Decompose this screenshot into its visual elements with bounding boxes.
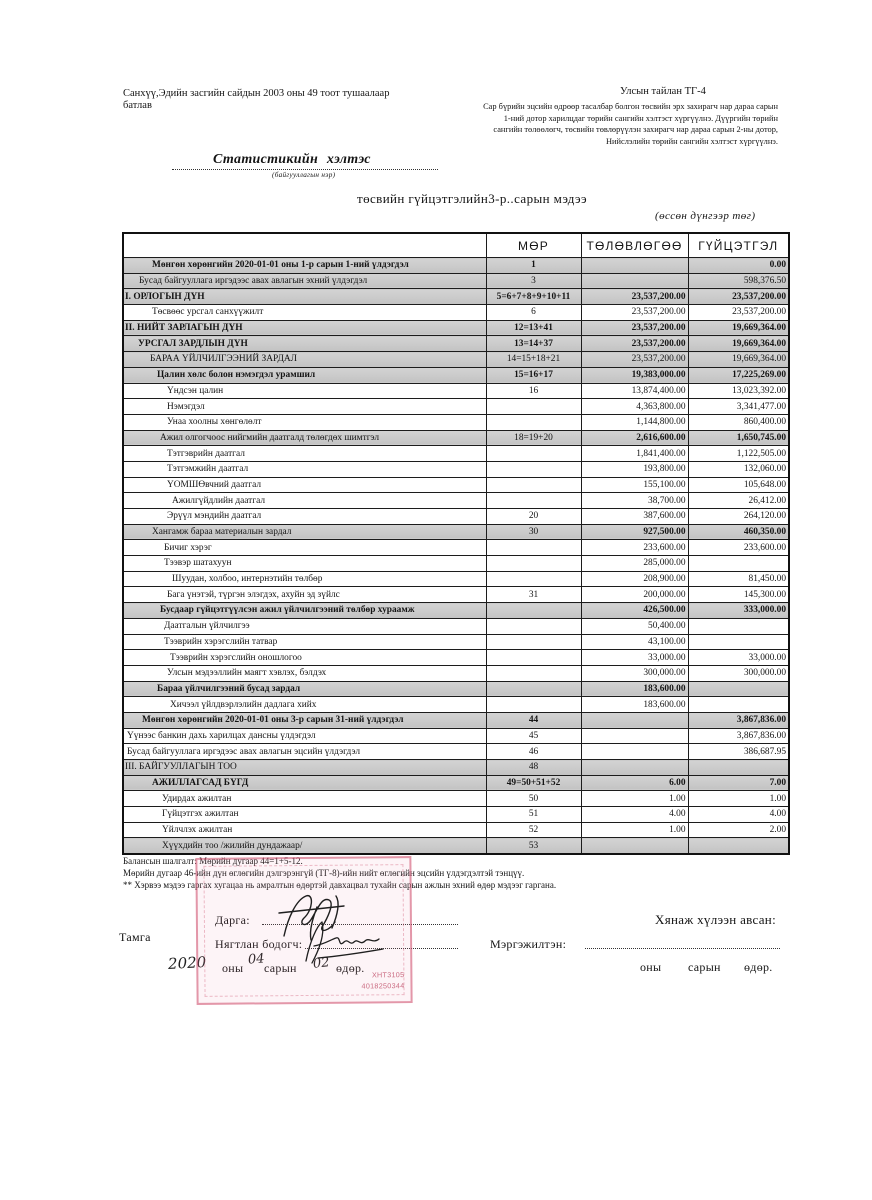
row-number: 53 [486,838,581,854]
table-header [123,233,789,258]
table-row [123,650,789,666]
received-label: Хянаж хүлээн авсан: [655,912,776,927]
actual-value: 23,537,200.00 [688,305,789,321]
table-row [123,336,789,352]
date-day-word: өдөр. [336,961,365,975]
plan-value: 426,500.00 [581,603,688,619]
row-number [486,399,581,415]
row-number [486,446,581,462]
row-number: 52 [486,822,581,838]
table-row [123,791,789,807]
actual-value: 7.00 [688,775,789,791]
instruction-line: сангийн төлөөлөгч, төсвийн төвлөрүүлэн захирагч нар дараа сарын 2-ны дотор, [493,125,778,135]
table-row [123,446,789,462]
table-row [123,728,789,744]
row-number: 45 [486,728,581,744]
table-row [123,587,789,603]
actual-value: 333,000.00 [688,603,789,619]
table-row [123,744,789,760]
label-column-header [123,233,486,258]
table-row [123,399,789,415]
row-label: Ажил олгогчоос нийгмийн даатгалд төлөгдөх шимтгэл [123,430,486,446]
actual-value: 860,400.00 [688,414,789,430]
organization-name: Статистикийн хэлтэс [213,152,371,167]
actual-value: 19,669,364.00 [688,352,789,368]
actual-value: 145,300.00 [688,587,789,603]
row-number: 50 [486,791,581,807]
holiday-note: ** Хэрвээ мэдээ гаргах хугацаа нь амралтын өдөртэй давхацвал тухайн сарын ажлын эхний өдөр мэдээг гаргана. [123,880,557,890]
row-label: II. НИЙТ ЗАРЛАГЫН ДҮН [123,320,486,336]
table-row [123,414,789,430]
director-label: Дарга: [215,913,250,927]
row-label: Үндсэн цалин [123,383,486,399]
row-label: Цалин хөлс болон нэмэгдэл урамшил [123,367,486,383]
unit-note: (өссөн дүнгээр төг) [655,210,756,222]
row-number [486,571,581,587]
plan-value: 200,000.00 [581,587,688,603]
table-row [123,305,789,321]
plan-value: 1.00 [581,822,688,838]
table-row [123,712,789,728]
row-label: БАРАА ҮЙЛЧИЛГЭЭНИЙ ЗАРДАЛ [123,352,486,368]
actual-value: 3,867,836.00 [688,712,789,728]
row-label: Нэмэгдэл [123,399,486,415]
actual-value: 17,225,269.00 [688,367,789,383]
table-row [123,775,789,791]
row-label: Бичиг хэрэг [123,540,486,556]
received-year-word: оны [640,960,662,974]
plan-value: 23,537,200.00 [581,336,688,352]
table-row [123,540,789,556]
row-label: I. ОРЛОГЫН ДҮН [123,289,486,305]
plan-value [581,728,688,744]
table-row [123,430,789,446]
report-title: төсвийн гүйцэтгэлийн3-р..сарын мэдээ [357,191,588,206]
stamp-register: 4018250344 [361,981,405,991]
plan-value: 193,800.00 [581,461,688,477]
row-number [486,603,581,619]
row-number [486,461,581,477]
organization-caption: (байгууллагын нэр) [272,171,336,179]
row-number [486,618,581,634]
actual-value: 23,537,200.00 [688,289,789,305]
plan-value: 1,841,400.00 [581,446,688,462]
plan-value: 4,363,800.00 [581,399,688,415]
row-number [486,634,581,650]
balance-check-note: Балансын шалгалт: Мөрийн дугаар 44=1+5-12. [123,856,303,866]
row-number: 5=6+7+8+9+10+11 [486,289,581,305]
organization-line [172,169,438,170]
plan-value: 927,500.00 [581,524,688,540]
plan-value: 50,400.00 [581,618,688,634]
actual-value: 1.00 [688,791,789,807]
row-label: Бусад байгууллага иргэдээс авах авлагын эхний үлдэгдэл [123,273,486,289]
row-label: Төсвөөс урсгал санхүүжилт [123,305,486,321]
row-label: Үүнээс банкин дахь харилцах дансны үлдэгдэл [123,728,486,744]
actual-value: 132,060.00 [688,461,789,477]
table-row [123,320,789,336]
actual-value: 3,867,836.00 [688,728,789,744]
row-number: 15=16+17 [486,367,581,383]
plan-value: 23,537,200.00 [581,289,688,305]
accountant-label: Нягтлан бодогч: [215,937,303,951]
budget-table [122,232,790,855]
stamp-code: ХНТ3105 [371,970,405,980]
plan-value [581,258,688,274]
accountant-signature [300,919,386,965]
row-label: АЖИЛЛАГСАД БҮГД [123,775,486,791]
table-row [123,273,789,289]
row-number: 49=50+51+52 [486,775,581,791]
plan-value: 4.00 [581,807,688,823]
plan-value: 38,700.00 [581,493,688,509]
plan-value: 6.00 [581,775,688,791]
row-label: Тээвэр шатахуун [123,556,486,572]
instruction-line: Сар бүрийн эцсийн өдрөөр тасалбар болгон төсвийн эрх захирагч нар дараа сарын [483,102,778,111]
actual-value: 33,000.00 [688,650,789,666]
row-number: 31 [486,587,581,603]
date-month-handwritten: 04 [247,951,266,968]
plan-value: 183,600.00 [581,681,688,697]
row-label: Шуудан, холбоо, интернэтийн төлбөр [123,571,486,587]
row-number [486,650,581,666]
row-number: 46 [486,744,581,760]
plan-value: 1,144,800.00 [581,414,688,430]
plan-value: 208,900.00 [581,571,688,587]
plan-value: 13,874,400.00 [581,383,688,399]
table-row [123,383,789,399]
plan-value: 33,000.00 [581,650,688,666]
seal-label: Тамга [119,930,151,944]
row-number: 12=13+41 [486,320,581,336]
form-code: Улсын тайлан ТГ-4 [620,86,706,97]
row-number: 48 [486,760,581,776]
row-number: 3 [486,273,581,289]
row-label: Хичээл үйлдвэрлэлийн дадлага хийх [123,697,486,713]
row-label: Бусдаар гүйцэтгүүлсэн ажил үйлчилгээний төлбөр хураамж [123,603,486,619]
row-label: Улсын мэдээллийн маягт хэвлэх, бэлдэх [123,665,486,681]
row-number [486,556,581,572]
table-row [123,367,789,383]
actual-value: 3,341,477.00 [688,399,789,415]
row-label: Хангамж бараа материалын зардал [123,524,486,540]
actual-value: 598,376.50 [688,273,789,289]
actual-value [688,681,789,697]
instruction-line: 1-ний дотор харилцдаг төрийн сангийн хэлтэст хүргүүлнэ. Дүүргийн төрийн [503,113,778,123]
table-row [123,603,789,619]
date-day-handwritten: 02 [312,955,331,972]
payables-note: Мөрийн дугаар 46-ийн дүн өглөгийн дэлгэрэнгүй (ТГ-8)-ийн нийт өглөгийн эцсийн үлдэгдэлтэй тэнцүү. [123,868,525,878]
row-label: Хүүхдийн тоо /жилийн дундажаар/ [123,838,486,854]
row-label: Тэтгэмжийн даатгал [123,461,486,477]
actual-value: 300,000.00 [688,665,789,681]
row-number: 20 [486,509,581,525]
plan-value [581,838,688,854]
table-row [123,352,789,368]
table-row [123,634,789,650]
row-number: 30 [486,524,581,540]
actual-value [688,760,789,776]
row-number [486,477,581,493]
row-number: 6 [486,305,581,321]
row-label: Бараа үйлчилгээний бусад зардал [123,681,486,697]
row-number: 51 [486,807,581,823]
row-label: Даатгалын үйлчилгээ [123,618,486,634]
row-label: ҮОМШӨвчний даатгал [123,477,486,493]
table-row [123,807,789,823]
row-number [486,697,581,713]
row-number [486,681,581,697]
specialist-signature-line [585,948,780,949]
plan-value: 387,600.00 [581,509,688,525]
actual-value: 19,669,364.00 [688,336,789,352]
plan-value: 19,383,000.00 [581,367,688,383]
actual-value: 13,023,392.00 [688,383,789,399]
actual-header: ГҮЙЦЭТГЭЛ [688,233,789,258]
table-row [123,289,789,305]
plan-value: 23,537,200.00 [581,352,688,368]
plan-value: 183,600.00 [581,697,688,713]
row-number-header: МӨР [486,233,581,258]
plan-value: 43,100.00 [581,634,688,650]
specialist-label: Мэргэжилтэн: [490,937,567,951]
row-label: Мөнгөн хөрөнгийн 2020-01-01 оны 1-р сарын 1-ний үлдэгдэл [123,258,486,274]
table-row [123,524,789,540]
actual-value: 81,450.00 [688,571,789,587]
row-label: Бага үнэтэй, түргэн элэгдэх, ахуйн эд зүйлс [123,587,486,603]
row-label: Удирдах ажилтан [123,791,486,807]
approval-line: батлав [123,100,152,111]
actual-value: 19,669,364.00 [688,320,789,336]
row-label: Бусад байгууллага иргэдээс авах авлагын эцсийн үлдэгдэл [123,744,486,760]
received-day-word: өдөр. [744,960,773,974]
plan-value: 2,616,600.00 [581,430,688,446]
row-label: Тээврийн хэрэгслийн оношлогоо [123,650,486,666]
row-label: Эрүүл мэндийн даатгал [123,509,486,525]
table-row [123,556,789,572]
table-row [123,697,789,713]
table-row [123,838,789,854]
plan-value: 155,100.00 [581,477,688,493]
plan-value [581,744,688,760]
actual-value: 105,648.00 [688,477,789,493]
row-number [486,540,581,556]
row-number: 18=19+20 [486,430,581,446]
approval-line: Санхүү,Эдийн засгийн сайдын 2003 оны 49 тоот тушаалаар [123,88,390,99]
row-number: 13=14+37 [486,336,581,352]
actual-value: 1,122,505.00 [688,446,789,462]
table-row [123,493,789,509]
table-row [123,760,789,776]
table-row [123,461,789,477]
actual-value: 0.00 [688,258,789,274]
received-month-word: сарын [688,960,721,974]
row-label: III. БАЙГУУЛЛАГЫН ТОО [123,760,486,776]
actual-value [688,556,789,572]
plan-value: 23,537,200.00 [581,305,688,321]
actual-value: 1,650,745.00 [688,430,789,446]
row-label: Тэтгэврийн даатгал [123,446,486,462]
table-row [123,258,789,274]
date-year-word: оны [222,961,244,975]
row-number [486,665,581,681]
row-number: 16 [486,383,581,399]
row-label: Тээврийн хэрэгслийн татвар [123,634,486,650]
actual-value [688,838,789,854]
table-row [123,822,789,838]
plan-value [581,712,688,728]
plan-header: ТӨЛӨВЛӨГӨӨ [581,233,688,258]
plan-value [581,760,688,776]
actual-value: 460,350.00 [688,524,789,540]
row-number [486,493,581,509]
row-number [486,414,581,430]
actual-value: 386,687.95 [688,744,789,760]
row-label: Үйлчлэх ажилтан [123,822,486,838]
row-label: Ажилгүйдлийн даатгал [123,493,486,509]
table-row [123,681,789,697]
plan-value: 1.00 [581,791,688,807]
actual-value: 26,412.00 [688,493,789,509]
actual-value [688,634,789,650]
row-label: Унаа хоолны хөнгөлөлт [123,414,486,430]
actual-value [688,618,789,634]
instruction-line: Нийслэлийн төрийн сангийн хэлтэст хүргүүлнэ. [606,136,778,146]
table-row [123,477,789,493]
row-number: 14=15+18+21 [486,352,581,368]
plan-value: 23,537,200.00 [581,320,688,336]
actual-value: 264,120.00 [688,509,789,525]
actual-value: 4.00 [688,807,789,823]
table-row [123,665,789,681]
plan-value: 233,600.00 [581,540,688,556]
row-label: УРСГАЛ ЗАРДЛЫН ДҮН [123,336,486,352]
row-number: 44 [486,712,581,728]
row-number: 1 [486,258,581,274]
actual-value: 233,600.00 [688,540,789,556]
row-label: Гүйцэтгэх ажилтан [123,807,486,823]
date-month-word: сарын [264,961,297,975]
actual-value [688,697,789,713]
plan-value [581,273,688,289]
plan-value: 300,000.00 [581,665,688,681]
date-year-handwritten: 2020 [167,953,207,973]
table-row [123,509,789,525]
table-row [123,618,789,634]
plan-value: 285,000.00 [581,556,688,572]
row-label: Мөнгөн хөрөнгийн 2020-01-01 оны 3-р сарын 31-ний үлдэгдэл [123,712,486,728]
actual-value: 2.00 [688,822,789,838]
table-row [123,571,789,587]
